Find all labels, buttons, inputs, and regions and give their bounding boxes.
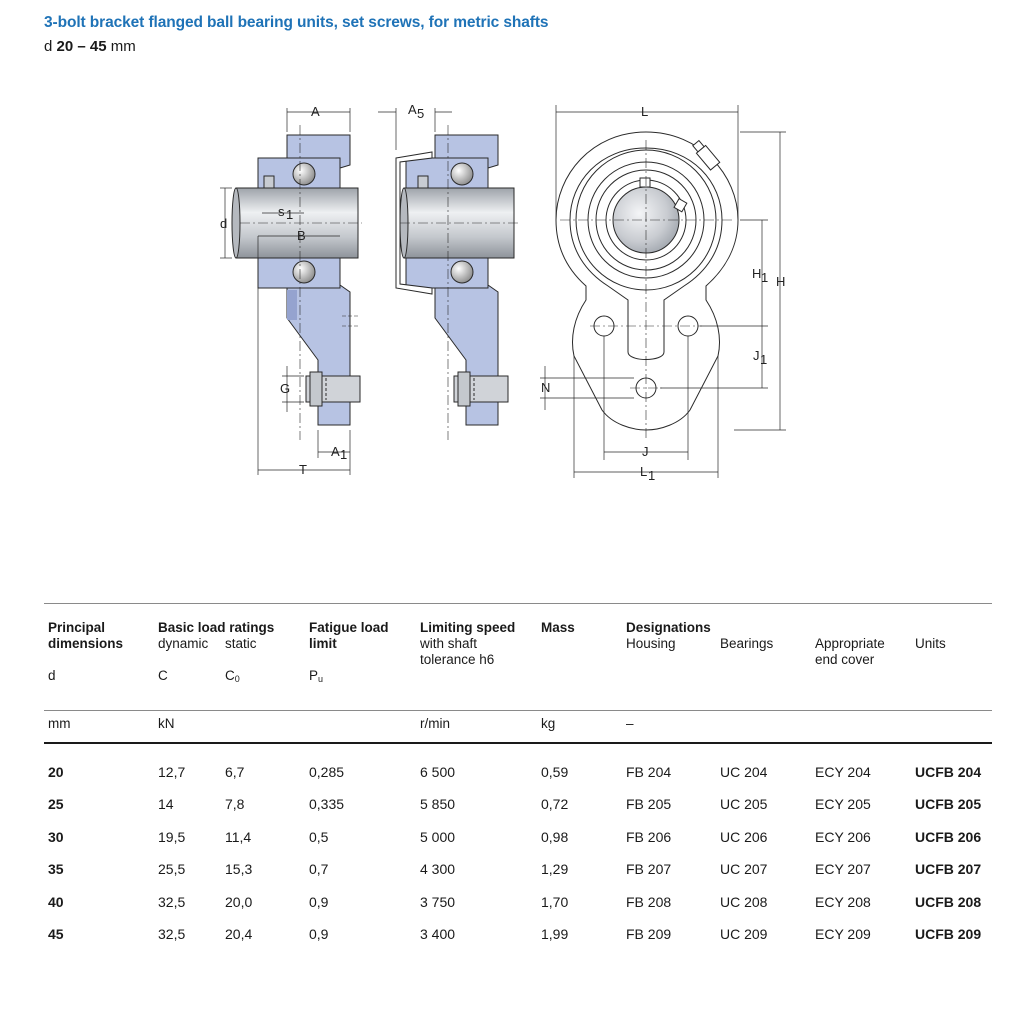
dim-L1-sub: 1	[648, 468, 656, 483]
dim-G-label: G	[280, 381, 291, 396]
cell-Pu: 0,9	[309, 893, 329, 910]
cell-C: 25,5	[158, 861, 186, 878]
cell-unit: UCFB 204	[915, 764, 982, 780]
symbol-d: d	[48, 668, 56, 683]
cell-speed: 3 750	[420, 893, 456, 910]
cell-housing: FB 204	[626, 764, 672, 780]
dim-J1-label: J	[753, 348, 760, 363]
dim-A1-label: A	[331, 444, 340, 459]
cell-C: 19,5	[158, 828, 186, 845]
dim-A1-sub: 1	[340, 447, 348, 462]
cell-d: 35	[48, 861, 64, 878]
cell-mass: 1,70	[541, 893, 569, 910]
cell-Pu: 0,9	[309, 926, 329, 942]
cell-housing: FB 205	[626, 796, 672, 813]
cell-C0: 20,4	[225, 926, 253, 942]
cell-housing: FB 208	[626, 893, 672, 910]
front-view	[540, 105, 786, 478]
header-limiting: Limiting speed	[420, 620, 516, 635]
cell-cover: ECY 206	[815, 828, 871, 845]
cell-d: 45	[48, 926, 64, 942]
cell-Pu: 0,285	[309, 764, 345, 780]
cell-bearing: UC 204	[720, 764, 768, 780]
bore-range-value: 20 – 45	[56, 38, 107, 55]
cell-cover: ECY 208	[815, 893, 871, 910]
cell-cover: ECY 207	[815, 861, 871, 878]
dim-H1-sub: 1	[761, 270, 769, 285]
unit-dash: –	[626, 716, 634, 731]
dim-L1-label: L	[640, 464, 648, 479]
cell-cover: ECY 204	[815, 764, 871, 780]
header-designations: Designations	[626, 620, 711, 635]
cell-d: 30	[48, 828, 64, 845]
cell-speed: 6 500	[420, 764, 456, 780]
cell-unit: UCFB 207	[915, 861, 982, 878]
cell-Pu: 0,7	[309, 861, 329, 878]
dim-H1-label: H	[752, 266, 762, 281]
cell-speed: 4 300	[420, 861, 456, 878]
cell-d: 25	[48, 796, 64, 813]
cell-d: 40	[48, 893, 64, 910]
dim-J1-sub: 1	[760, 352, 768, 367]
unit-mm: mm	[48, 716, 71, 731]
cell-unit: UCFB 208	[915, 893, 982, 910]
cell-housing: FB 209	[626, 926, 672, 942]
cell-speed: 5 850	[420, 796, 456, 813]
header-units: Units	[915, 636, 946, 651]
table-rule-thick	[44, 742, 992, 744]
cell-bearing: UC 208	[720, 893, 768, 910]
table-rule-top	[44, 603, 992, 604]
dim-L-label: L	[641, 104, 649, 119]
cell-mass: 0,98	[541, 828, 569, 845]
dim-s1-label: s	[278, 204, 285, 219]
bore-range-prefix: d	[44, 38, 53, 55]
cell-bearing: UC 207	[720, 861, 768, 878]
dim-H-label: H	[776, 274, 786, 289]
header-dynamic: dynamic	[158, 636, 209, 651]
header-limiting-sub: with shaft tolerance h6	[420, 636, 495, 667]
cell-housing: FB 206	[626, 828, 672, 845]
cell-C: 32,5	[158, 893, 186, 910]
unit-kg: kg	[541, 716, 556, 731]
dim-T-label: T	[299, 462, 307, 477]
cell-mass: 0,59	[541, 764, 569, 780]
side-view-left	[220, 108, 362, 475]
cell-cover: ECY 209	[815, 926, 871, 942]
cell-housing: FB 207	[626, 861, 672, 878]
cell-C0: 11,4	[225, 828, 252, 845]
cell-cover: ECY 205	[815, 796, 871, 813]
cell-unit: UCFB 205	[915, 796, 982, 813]
dim-A-label: A	[311, 104, 320, 119]
dim-A5-label: A	[408, 102, 417, 117]
bore-range-unit: mm	[110, 38, 136, 55]
header-static: static	[225, 636, 257, 651]
header-basic-load: Basic load ratings	[158, 620, 275, 635]
cell-C: 32,5	[158, 926, 186, 942]
cell-unit: UCFB 209	[915, 926, 982, 942]
table-rule-mid	[44, 710, 992, 711]
side-view-with-cover	[378, 108, 518, 440]
dim-J-label: J	[642, 444, 649, 459]
dim-d-label: d	[220, 216, 228, 231]
header-endcover: Appropriate end cover	[815, 636, 885, 667]
cell-Pu: 0,335	[309, 796, 345, 813]
cell-bearing: UC 209	[720, 926, 768, 942]
header-bearings: Bearings	[720, 636, 774, 651]
dim-s1-sub: 1	[286, 207, 294, 222]
cell-mass: 0,72	[541, 796, 569, 813]
symbol-C0: $C_0$	[225, 668, 240, 684]
header-fatigue: Fatigue load limit	[309, 620, 389, 651]
cell-C0: 7,8	[225, 796, 245, 813]
dim-B-label: B	[297, 228, 306, 243]
cell-C: 14	[158, 796, 174, 813]
cell-mass: 1,29	[541, 861, 569, 878]
dim-A5-sub: 5	[417, 106, 425, 121]
page-title: 3-bolt bracket flanged ball bearing units, set screws, for metric shafts	[44, 14, 549, 31]
cell-C0: 20,0	[225, 893, 253, 910]
cell-C0: 6,7	[225, 764, 245, 780]
cell-bearing: UC 206	[720, 828, 768, 845]
cell-mass: 1,99	[541, 926, 569, 942]
cell-d: 20	[48, 764, 64, 780]
cell-speed: 3 400	[420, 926, 456, 942]
unit-kN: kN	[158, 716, 175, 731]
header-principal: Principal dimensions	[48, 620, 124, 651]
cell-C: 12,7	[158, 764, 186, 780]
dim-N-label: N	[541, 380, 551, 395]
symbol-C: C	[158, 668, 168, 683]
cell-speed: 5 000	[420, 828, 456, 845]
cell-C0: 15,3	[225, 861, 253, 878]
cell-bearing: UC 205	[720, 796, 768, 813]
unit-rmin: r/min	[420, 716, 450, 731]
header-housing: Housing	[626, 636, 676, 651]
cell-Pu: 0,5	[309, 828, 329, 845]
symbol-Pu: $P_u$	[309, 668, 324, 684]
cell-unit: UCFB 206	[915, 828, 982, 845]
header-mass: Mass	[541, 620, 575, 635]
